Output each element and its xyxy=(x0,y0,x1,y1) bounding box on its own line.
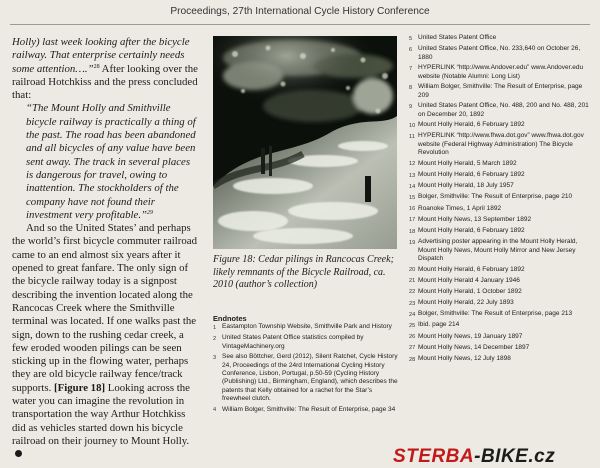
endnote-text: HYPERLINK “http://www.Andover.edu” www.Andover.edu website (Notable Alumni: Long List) xyxy=(418,64,584,80)
endnote-text: Ibid. page 214 xyxy=(418,321,460,329)
figure-caption: Figure 18: Cedar pilings in Rancocas Creek; likely remnants of the Bicycle Railroad, ca. 2010 (author’s collection) xyxy=(213,254,394,291)
endnote-number: 14 xyxy=(409,183,416,190)
endnote-number: 10 xyxy=(409,122,416,129)
endnote-text: Mount Holly Herald, 22 July 1893 xyxy=(418,299,514,307)
endnote-11 xyxy=(409,132,591,157)
endnote-number: 26 xyxy=(409,334,416,341)
watermark-part-1: STERBA xyxy=(393,446,475,467)
endnote-number: 16 xyxy=(409,206,416,213)
endnote-number: 3 xyxy=(213,354,217,361)
footnote-marker-28: 28 xyxy=(93,63,100,70)
watermark-part-2: -BIKE.cz xyxy=(474,446,556,467)
endnote-14 xyxy=(409,182,591,191)
figure-18-photo xyxy=(213,36,397,249)
paragraph-2-text-a: And so the United States’ and perhaps the world’s first bicycle commuter railroad came to an end almost six years after it opened to great fanfare. The only sign of the bicycle railway today is a signpost describing the invention located along the Rancocas Creek where the Smithville terminal was located. If one walks past the sign, down to the rushing cedar creek, a few eroded wooden pilings can be seen sticking up in the flowing water, perhaps they are old bicycle railway fence/track supports. xyxy=(12,222,197,394)
endnote-number: 28 xyxy=(409,356,416,363)
endnote-number: 4 xyxy=(213,407,217,414)
endnote-text: William Bolger, Smithville: The Result of Enterprise, page 209 xyxy=(418,83,583,99)
endnote-text: Mount Holly Herald, 6 February 1892 xyxy=(418,226,525,234)
endnote-number: 22 xyxy=(409,289,416,296)
endnote-1 xyxy=(213,323,399,332)
body-text-column xyxy=(12,36,198,462)
endnote-text: Mount Holly Herald, 6 February 1892 xyxy=(418,265,525,273)
endnote-15 xyxy=(409,193,591,202)
end-bullet xyxy=(15,450,22,457)
figure-reference: [Figure 18] xyxy=(54,381,106,394)
endnote-number: 7 xyxy=(409,65,413,72)
endnote-number: 15 xyxy=(409,194,416,201)
endnote-number: 23 xyxy=(409,300,416,307)
endnote-number: 2 xyxy=(213,335,217,342)
endnote-text: Mount Holly News, 19 January 1897 xyxy=(418,332,523,340)
endnote-number: 18 xyxy=(409,228,416,235)
endnote-27 xyxy=(409,344,591,353)
endnote-number: 6 xyxy=(409,46,413,53)
endnote-text: United States Patent Office, No. 233,640 on October 26, 1880 xyxy=(418,45,581,61)
endnote-text: Advertising poster appearing in the Mount Holly Herald, Mount Holly News, Mount Holly Mirror and New Jersey Dispatch xyxy=(418,238,578,262)
endnote-number: 11 xyxy=(409,133,415,140)
endnote-8 xyxy=(409,83,591,100)
endnote-number: 20 xyxy=(409,267,416,274)
endnote-number: 21 xyxy=(409,278,416,285)
running-header: Proceedings, 27th International Cycle History Conference xyxy=(170,6,430,17)
endnote-4 xyxy=(213,406,399,415)
endnote-text: HYPERLINK “http://www.fhwa.dot.gov” www.fhwa.dot.gov website (Federal Highway Administration) The Bicycle Revolution xyxy=(418,132,584,157)
endnote-19 xyxy=(409,238,591,263)
endnote-text: Bolger, Smithville: The Result of Enterprise, page 210 xyxy=(418,193,573,201)
endnote-text: William Bolger, Smithville: The Result of Enterprise, page 34 xyxy=(222,405,396,413)
paragraph-2-text-b: Looking across the water you can imagine the revolution in transportation the way Arthur Hotchkiss did as vehicles started down his bicycle railroad on their journey to Mount Holly. xyxy=(12,381,190,447)
endnote-18 xyxy=(409,227,591,236)
endnote-text: Mount Holly Herald, 1 October 1892 xyxy=(418,287,522,295)
paragraph-1-italic: Holly) last week looking after the bicycle railway. That enterprise certainly needs some attention….” xyxy=(12,36,190,75)
endnote-12 xyxy=(409,160,591,169)
endnote-text: Mount Holly Herald 4 January 1946 xyxy=(418,276,520,284)
endnote-17 xyxy=(409,216,591,225)
endnote-number: 27 xyxy=(409,345,416,352)
endnote-number: 19 xyxy=(409,239,416,246)
endnote-number: 9 xyxy=(409,103,413,110)
endnote-7 xyxy=(409,64,591,81)
endnote-number: 24 xyxy=(409,311,416,318)
creek-photo-image xyxy=(213,36,397,249)
endnote-26 xyxy=(409,333,591,342)
endnote-16 xyxy=(409,205,591,214)
endnote-text: Mount Holly Herald, 6 February 1892 xyxy=(418,121,525,129)
endnote-3 xyxy=(213,353,399,403)
endnote-number: 5 xyxy=(409,35,413,42)
endnote-13 xyxy=(409,171,591,180)
endnote-6 xyxy=(409,45,591,62)
endnote-number: 8 xyxy=(409,84,413,91)
footnote-marker-29: 29 xyxy=(147,209,154,216)
endnote-9 xyxy=(409,102,591,119)
endnote-21 xyxy=(409,277,591,286)
endnote-10 xyxy=(409,121,591,130)
endnote-28 xyxy=(409,355,591,364)
endnotes-list-right xyxy=(409,34,591,366)
endnote-text: United States Patent Office, No. 488, 200 and No. 488, 201 on December 20, 1892 xyxy=(418,102,589,118)
endnote-22 xyxy=(409,288,591,297)
endnote-23 xyxy=(409,299,591,308)
endnote-text: United States Patent Office statistics compiled by VintageMachinery.org xyxy=(222,334,364,350)
endnote-number: 13 xyxy=(409,172,416,179)
endnote-text: Mount Holly News, 13 September 1892 xyxy=(418,215,532,223)
watermark-logo xyxy=(393,446,593,466)
header-rule xyxy=(10,24,590,25)
endnote-text: Roanoke Times, 1 April 1892 xyxy=(418,204,502,212)
endnote-text: Mount Holly Herald, 18 July 1957 xyxy=(418,182,514,190)
endnote-20 xyxy=(409,266,591,275)
endnote-text: Mount Holly News, 14 December 1897 xyxy=(418,343,530,351)
endnote-number: 17 xyxy=(409,217,416,224)
endnotes-heading: Endnotes xyxy=(213,314,247,323)
block-quote xyxy=(12,102,198,222)
endnote-text: Mount Holly News, 12 July 1898 xyxy=(418,355,511,362)
endnote-24 xyxy=(409,310,591,319)
endnote-text: Eastampton Township Website, Smithville Park and History xyxy=(222,323,392,330)
endnote-2 xyxy=(213,334,399,351)
endnote-text: Bolger, Smithville: The Result of Enterprise, page 213 xyxy=(418,310,573,318)
block-quote-text: “The Mount Holly and Smithville bicycle railway is practically a thing of the past. The road has been abandoned and all bicycles of any value have been sent away. The track in several places is dangerous for travel, owing to inattention. The stockholders of the company have not found their investment very profitable.” xyxy=(26,102,196,221)
endnote-number: 1 xyxy=(213,324,217,331)
endnote-number: 12 xyxy=(409,161,416,168)
endnote-text: See also Böttcher, Gerd (2012), Silent Ratchet, Cycle History 24, Proceedings of the 24rd International Cycling History Conference, Lisbon, Portugal, p.50-59 (Cycling History (Publishing) Ltd., Birmingham, England), which describes the patents that Kelly obtained for a rachet for the Star’s freewheel clutch. xyxy=(222,353,398,403)
paragraph-1-rest: After looking over the railroad Hotchkiss and the press concluded that: xyxy=(12,62,198,102)
endnote-text: Mount Holly Herald, 6 February 1892 xyxy=(418,170,525,178)
endnotes-list-left xyxy=(213,323,399,417)
endnote-text: United States Patent Office xyxy=(418,34,497,41)
paragraph-1 xyxy=(12,36,198,102)
paragraph-2 xyxy=(12,222,198,461)
endnote-25 xyxy=(409,321,591,330)
endnote-number: 25 xyxy=(409,323,416,330)
endnote-text: Mount Holly Herald, 5 March 1892 xyxy=(418,159,517,167)
endnote-5 xyxy=(409,34,591,43)
